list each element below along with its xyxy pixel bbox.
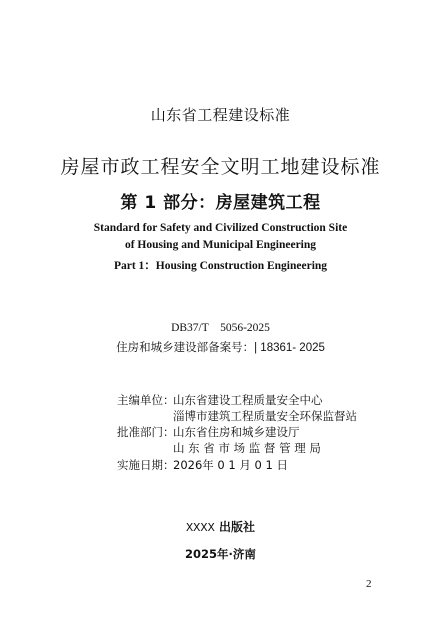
record-number: | 18361- 2025 [254, 342, 325, 354]
approver-label: 批准部门： [117, 425, 175, 439]
part-title: 第 1 部分：房屋建筑工程 [120, 193, 321, 213]
standard-series-title: 山东省工程建设标准 [150, 106, 291, 124]
editor-unit-1: 山东省建设工程质量安全中心 [173, 393, 323, 407]
publisher-prefix: XXXX [185, 521, 215, 535]
editor-row [117, 392, 323, 408]
effective-date-label: 实施日期： [117, 458, 175, 472]
approver-2: 山 东 省 市 场 监 督 管 理 局 [173, 441, 321, 455]
effective-date-row [117, 457, 288, 473]
record-label: 住房和城乡建设部备案号： [116, 340, 255, 354]
editor-label: 主编单位： [117, 393, 175, 407]
publisher-suffix: 出版社 [218, 520, 255, 534]
standard-code: DB37/T 5056-2025 [171, 322, 270, 334]
main-title: 房屋市政工程安全文明工地建设标准 [60, 156, 381, 178]
english-title-line-1: Standard for Safety and Civilized Construction Site [93, 222, 348, 234]
english-title-line-3: Part 1：Housing Construction Engineering [113, 260, 328, 272]
record-number-line [0, 339, 441, 355]
page-number: 2 [366, 578, 372, 590]
editor-unit-2: 淄博市建筑工程质量安全环保监督站 [173, 409, 357, 423]
english-title-line-2: of Housing and Municipal Engineering [124, 239, 317, 251]
approver-1: 山东省住房和城乡建设厅 [173, 425, 300, 439]
publish-date: 2025年·济南 [185, 547, 256, 561]
publisher [0, 518, 441, 535]
approver-row [117, 424, 300, 440]
effective-date: 2026年 0 1 月 0 1 日 [173, 458, 288, 472]
